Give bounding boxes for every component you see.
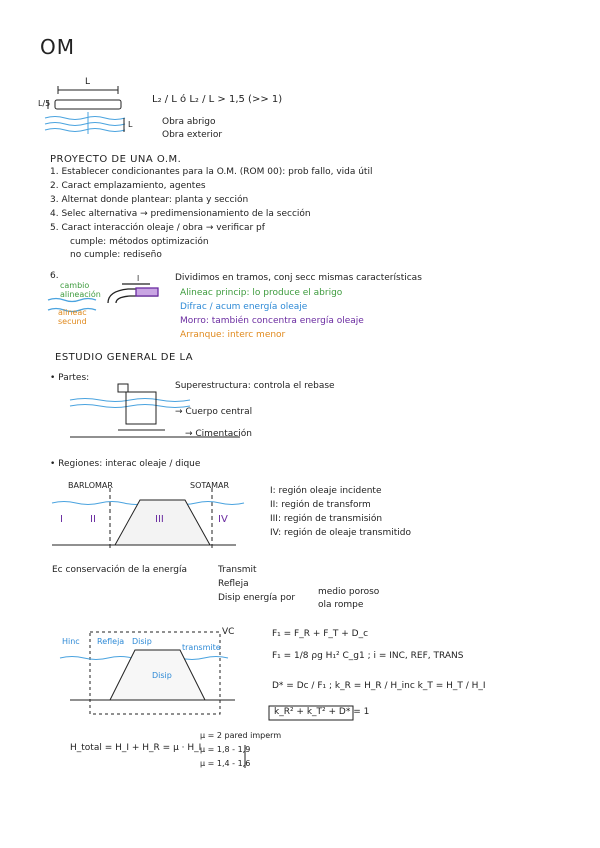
region-legend: IV: región de oleaje transmitido xyxy=(270,528,412,538)
region-legend: III: región de transmisión xyxy=(270,514,383,524)
disip-label: Disip energía por xyxy=(218,593,296,603)
eq-coefficients: D* = Dc / F₁ ; k_R = H_R / H_inc k_T = H_T / H_I xyxy=(272,681,486,691)
refleja-arrow-label: Refleja xyxy=(97,637,125,646)
page-title: OM xyxy=(40,35,75,59)
cuerpo-label: → Cuerpo central xyxy=(175,407,253,417)
eq-flux: F₁ = F_R + F_T + D_c xyxy=(272,629,369,639)
medio-poroso: medio poroso xyxy=(318,587,380,597)
regiones-label: • Regiones: interac oleaje / dique xyxy=(50,459,201,469)
mu-option: μ = 2 pared imperm xyxy=(200,731,282,740)
htotal-eq: H_total = H_I + H_R = μ · H_I xyxy=(70,743,202,753)
proyecto-item: 3. Alternat donde plantear: planta y sección xyxy=(50,195,249,205)
barlomar-label: BARLOMAR xyxy=(68,481,113,490)
length-label: L xyxy=(85,77,91,87)
tramos-intro: Dividimos en tramos, conj secc mismas características xyxy=(175,273,422,283)
superestructura-label: Superestructura: controla el rebase xyxy=(175,381,335,391)
region-legend: II: región de transform xyxy=(270,500,371,510)
mu-option: μ = 1,8 - 1,9 xyxy=(200,745,251,754)
region-legend: I: región oleaje incidente xyxy=(270,486,382,496)
region-i: I xyxy=(60,514,63,525)
obra-abrigo: Obra abrigo xyxy=(162,117,216,127)
proyecto-item: 2. Caract emplazamiento, agentes xyxy=(50,181,206,191)
proyecto-item: 5. Caract interacción oleaje / obra → verificar pf xyxy=(50,223,265,233)
mu-option: μ = 1,4 - 1,6 xyxy=(200,759,251,768)
six-item: Difrac / acum energía oleaje xyxy=(180,302,308,312)
ratio-formula: L₂ / L ó L₂ / L > 1,5 (>> 1) xyxy=(152,94,283,105)
transmite-label: transmite xyxy=(182,643,221,652)
proyecto-heading: PROYECTO DE UNA O.M. xyxy=(50,154,182,165)
eq-energy: F₁ = 1/8 ρg H₁² C_g1 ; i = INC, REF, TRANS xyxy=(272,651,464,661)
region-iv: IV xyxy=(218,514,228,525)
refleja-label: Refleja xyxy=(218,579,249,589)
proyecto-item: 1. Establecer condicionantes para la O.M. (ROM 00): prob fallo, vida útil xyxy=(50,167,373,177)
six-item: Alineac princip: lo produce el abrigo xyxy=(180,288,343,298)
disip-arrow-label: Disip xyxy=(132,637,152,646)
six-item: Arranque: interc menor xyxy=(180,330,286,340)
transmit-label: Transmit xyxy=(218,565,257,575)
width-label: L/5 xyxy=(38,99,51,108)
six-item: Morro: también concentra energía oleaje xyxy=(180,316,364,326)
energia-label: Ec conservación de la energía xyxy=(52,565,187,575)
obra-exterior: Obra exterior xyxy=(162,130,223,140)
no-cumple: no cumple: rediseño xyxy=(70,250,162,260)
l-label: l xyxy=(137,274,140,283)
obra-abrigo-sketch xyxy=(45,86,125,134)
disip-inner-label: Disip xyxy=(152,671,172,680)
alineac-secund: alineac secund xyxy=(58,308,87,326)
cimentacion-label: → Cimentación xyxy=(185,429,252,439)
region-ii: II xyxy=(90,514,96,525)
cambio-alineacion: cambio alineación xyxy=(60,281,101,299)
estudio-heading: ESTUDIO GENERAL DE LA xyxy=(55,352,194,363)
height-label: L xyxy=(128,120,133,129)
item-six-number: 6. xyxy=(50,271,59,281)
region-iii: III xyxy=(155,514,164,525)
regiones-sketch xyxy=(52,488,244,550)
ola-rompe: ola rompe xyxy=(318,600,364,610)
proyecto-item: 4. Selec alternativa → predimensionamiento de la sección xyxy=(50,209,311,219)
hinc-label: Hinc xyxy=(62,637,80,646)
cumple: cumple: métodos optimización xyxy=(70,237,209,247)
vc-label: VC xyxy=(222,627,235,637)
eq-balance: k_R² + k_T² + D* = 1 xyxy=(274,707,370,717)
partes-label: • Partes: xyxy=(50,373,90,383)
sotamar-label: SOTAMAR xyxy=(190,481,230,490)
